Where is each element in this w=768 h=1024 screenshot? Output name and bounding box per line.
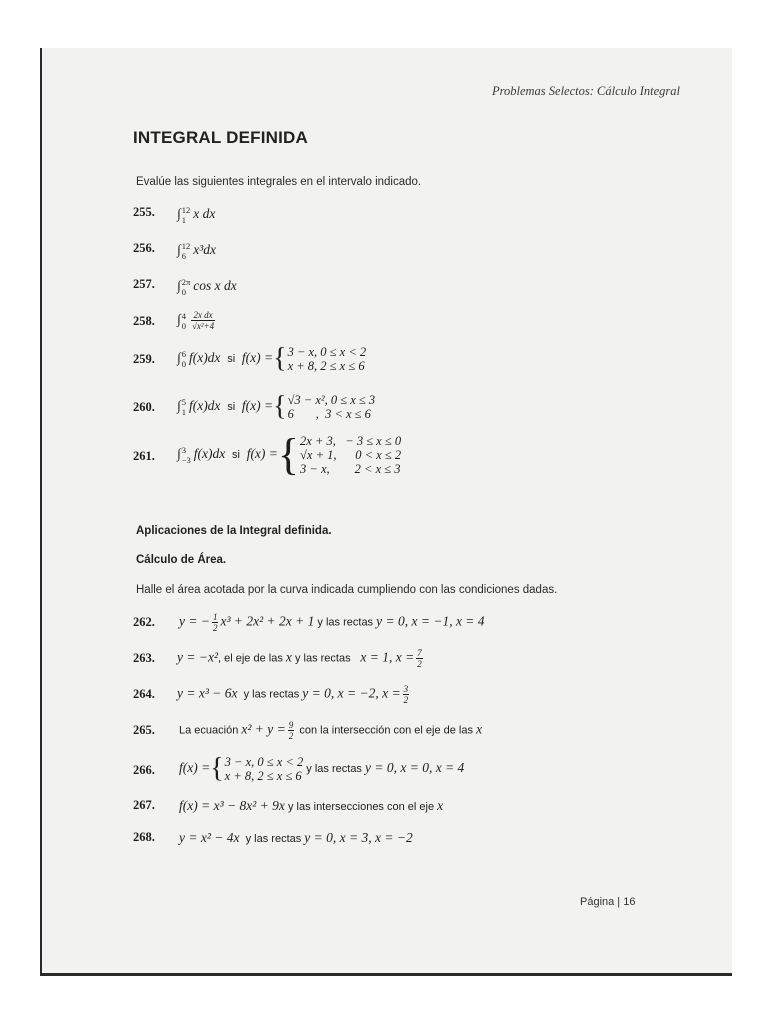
integrand: x dx (193, 206, 216, 222)
integrand-fraction (191, 310, 215, 331)
text-fragment: y las rectas (314, 616, 377, 629)
piecewise-cases (288, 345, 367, 373)
upper-limit: 3 (181, 445, 186, 455)
lower-limit: −3 (181, 455, 191, 465)
function-def: f(x) = (241, 398, 274, 414)
upper-limit: 2π (181, 277, 191, 287)
lower-limit: 0 (181, 287, 186, 297)
math-expr: y = 0, x = −2, x = (302, 685, 401, 701)
piecewise-cases (288, 393, 376, 421)
problem-number: 265. (133, 723, 155, 737)
integrand: cos x dx (193, 278, 237, 294)
fraction-numerator: 1 (212, 612, 218, 622)
integrand: f(x)dx (193, 446, 226, 462)
problem-number: 259. (133, 352, 155, 366)
function-def: f(x) = (246, 446, 278, 462)
text-fragment: y las rectas (239, 833, 305, 845)
math-var: x (437, 798, 444, 813)
math-expr: f(x) = x³ − 8x² + 9x (179, 798, 285, 813)
case-line: x + 8, 2 ≤ x ≤ 6 (287, 359, 365, 373)
section-title: INTEGRAL DEFINIDA (133, 128, 308, 147)
upper-limit: 12 (181, 241, 191, 251)
case-line: √3 − x², 0 ≤ x ≤ 3 (287, 393, 376, 407)
math-expr: y = 0, x = −1, x = 4 (376, 613, 485, 629)
fraction-numerator: 3 (403, 684, 409, 694)
math-expr: f(x) = (179, 760, 211, 776)
math-expr: y = 0, x = 3, x = −2 (304, 830, 413, 845)
fraction (416, 648, 423, 669)
case-line: √x + 1, 0 < x ≤ 2 (300, 448, 402, 462)
area-heading: Cálculo de Área. (136, 554, 227, 566)
left-brace: { (277, 430, 300, 479)
area-instruction: Halle el área acotada por la curva indicada cumpliendo con las condiciones dadas. (136, 584, 558, 596)
case-line: 6 , 3 < x ≤ 6 (287, 407, 371, 421)
text-fragment: y las rectas (237, 688, 303, 701)
text-fragment: , el eje de las (218, 652, 286, 665)
problem-number: 257. (133, 277, 155, 291)
fraction-denominator: 2 (417, 659, 422, 669)
piecewise-cases (225, 755, 304, 783)
applications-heading: Aplicaciones de la Integral definida. (136, 525, 332, 537)
left-brace: { (273, 343, 287, 374)
upper-limit: 4 (181, 310, 186, 321)
math-var: x (285, 649, 292, 665)
case-line: x + 8, 2 ≤ x ≤ 6 (224, 769, 302, 783)
fraction-numerator: 7 (417, 648, 422, 658)
function-def: f(x) = (241, 350, 274, 366)
case-line: 2x + 3, − 3 ≤ x ≤ 0 (300, 434, 402, 448)
fraction-numerator: 2x dx (191, 310, 215, 321)
upper-limit: 5 (181, 397, 186, 407)
math-expr: y = x² − 4x (179, 830, 240, 845)
upper-limit: 12 (181, 205, 191, 215)
problem-number: 264. (133, 687, 155, 701)
integrand: f(x)dx (188, 398, 221, 414)
integrand: x³dx (193, 242, 216, 258)
case-line: 3 − x, 0 ≤ x < 2 (287, 345, 367, 359)
problem-number: 266. (133, 763, 155, 777)
problem-number: 256. (133, 241, 155, 255)
problem-number: 267. (133, 798, 155, 812)
problem-number: 263. (133, 651, 155, 665)
si-word: si (227, 401, 236, 414)
case-line: 3 − x, 2 < x ≤ 3 (300, 462, 401, 476)
lower-limit: 0 (181, 320, 186, 331)
lower-limit: 1 (181, 215, 186, 225)
integral-sign: ∫ (177, 446, 181, 462)
integrand: f(x)dx (188, 350, 221, 366)
text-fragment: y las rectas (303, 763, 365, 776)
integral-sign: ∫ (177, 242, 181, 258)
fraction-denominator: √x²+4 (191, 321, 215, 331)
problem-number: 255. (133, 205, 155, 219)
left-brace: { (210, 753, 224, 784)
math-expr: x² + y = (241, 721, 286, 737)
lower-limit: 0 (181, 359, 186, 369)
fraction-numerator: 9 (288, 720, 294, 730)
text-fragment: y las intersecciones con el eje (284, 801, 438, 813)
left-brace: { (273, 391, 287, 422)
fraction (288, 720, 295, 741)
fraction-denominator: 2 (403, 695, 409, 705)
integral-sign: ∫ (177, 278, 181, 294)
fraction-denominator: 2 (212, 623, 218, 633)
instruction-text: Evalúe las siguientes integrales en el intervalo indicado. (136, 176, 422, 188)
problem-number: 258. (133, 314, 155, 328)
integral-sign: ∫ (177, 206, 181, 222)
upper-limit: 6 (181, 349, 186, 359)
integral-sign: ∫ (177, 398, 181, 414)
math-expr: y = 0, x = 0, x = 4 (365, 760, 465, 776)
si-word: si (227, 353, 236, 366)
lower-limit: 6 (181, 251, 186, 261)
math-var: x (476, 721, 483, 737)
fraction-denominator: 2 (288, 731, 294, 741)
fraction (212, 612, 219, 633)
problem-number: 262. (133, 615, 155, 629)
case-line: 3 − x, 0 ≤ x < 2 (224, 755, 304, 769)
fraction (403, 684, 410, 705)
math-expr: y = x³ − 6x (177, 685, 238, 701)
problem-number: 261. (133, 449, 155, 463)
math-expr: x = 1, x = (360, 649, 415, 665)
running-header: Problemas Selectos: Cálculo Integral (491, 84, 680, 98)
piecewise-cases (300, 434, 401, 476)
lower-limit: 1 (181, 407, 186, 417)
page-number: Página | 16 (580, 896, 636, 908)
math-expr: y = − (179, 613, 210, 629)
integral-sign: ∫ (177, 311, 181, 327)
math-expr: y = −x² (177, 649, 219, 665)
text-fragment: y las rectas (291, 652, 354, 665)
integral-sign: ∫ (177, 350, 181, 366)
problem-number: 260. (133, 400, 155, 414)
text-fragment: La ecuación (179, 724, 242, 737)
text-fragment: con la intersección con el eje de las (296, 724, 477, 737)
problem-number: 268. (133, 830, 155, 844)
math-expr: x³ + 2x² + 2x + 1 (220, 613, 315, 629)
si-word: si (231, 449, 240, 462)
